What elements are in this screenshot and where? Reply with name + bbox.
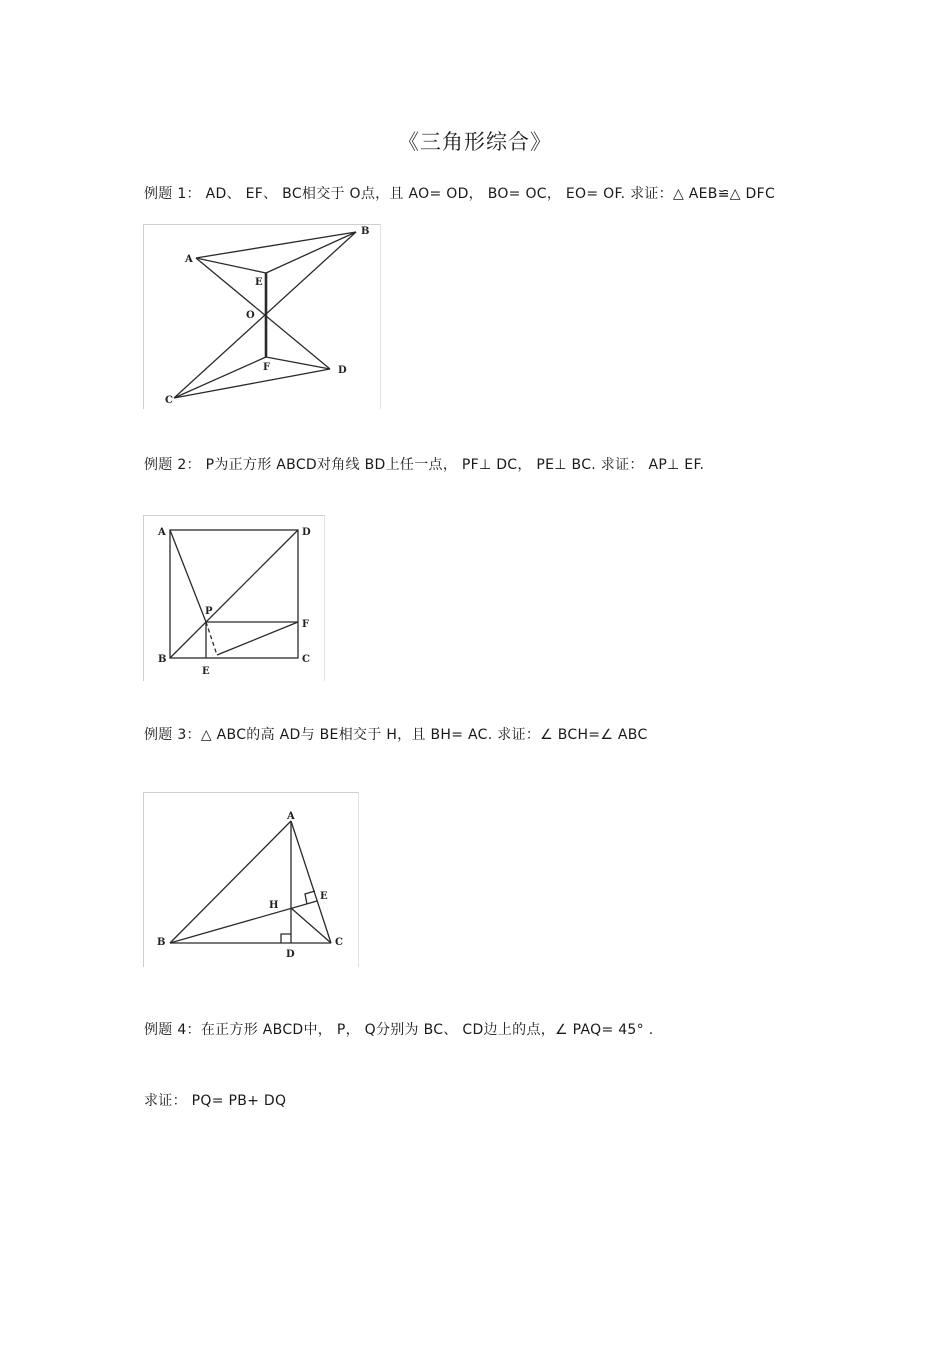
- segment-ap: [170, 530, 206, 622]
- label-f: F: [263, 362, 271, 373]
- figure-1-diagram: [144, 225, 380, 409]
- label-a: A: [185, 254, 193, 265]
- figure-3: [143, 792, 359, 967]
- label-e: E: [202, 666, 210, 677]
- label-h: H: [269, 900, 279, 911]
- figure-2: [143, 515, 325, 681]
- label-b: B: [158, 654, 167, 665]
- figure-2-diagram: [144, 516, 324, 681]
- label-d: D: [302, 527, 311, 538]
- label-c: C: [165, 395, 173, 406]
- label-e: E: [255, 277, 263, 288]
- segment-fd: [266, 357, 330, 369]
- document-title: 《三角形综合》: [398, 130, 552, 154]
- label-d: D: [286, 949, 295, 960]
- example-4-proof-text: 求证： PQ= PB+ DQ: [144, 1093, 287, 1109]
- label-o: O: [246, 310, 255, 321]
- example-1-text: 例题 1： AD、 EF、 BC相交于 O点，且 AO= OD， BO= OC， EO= OF. 求证：△ AEB≌△ DFC: [144, 186, 776, 202]
- label-c: C: [302, 654, 310, 665]
- label-d: D: [338, 365, 347, 376]
- segment-ab: [170, 821, 291, 943]
- label-c: C: [335, 937, 343, 948]
- segment-ef: [217, 622, 298, 655]
- right-angle-d: [281, 934, 291, 943]
- figure-3-diagram: [144, 793, 358, 967]
- segment-cf: [174, 357, 266, 398]
- example-2-text: 例题 2： P为正方形 ABCD对角线 BD上任一点， PF⊥ DC， PE⊥ BC. 求证： AP⊥ EF.: [144, 457, 705, 473]
- segment-ae: [196, 258, 266, 273]
- label-e: E: [320, 891, 328, 902]
- segment-eb: [266, 232, 356, 273]
- label-a: A: [287, 811, 295, 822]
- diagonal-bd: [170, 530, 298, 658]
- example-4-text: 例题 4：在正方形 ABCD中， P， Q分别为 BC、 CD边上的点，∠ PAQ= 45° .: [144, 1022, 654, 1038]
- segment-cd: [174, 369, 330, 398]
- example-3-text: 例题 3：△ ABC的高 AD与 BE相交于 H，且 BH= AC. 求证：∠ BCH=∠ ABC: [144, 727, 648, 743]
- segment-ap-extension: [206, 622, 217, 655]
- label-f: F: [302, 619, 310, 630]
- altitude-be: [170, 901, 317, 943]
- label-a: A: [158, 527, 166, 538]
- label-b: B: [157, 937, 166, 948]
- label-p: P: [205, 606, 213, 617]
- figure-1: [143, 224, 381, 409]
- label-b: B: [361, 226, 370, 237]
